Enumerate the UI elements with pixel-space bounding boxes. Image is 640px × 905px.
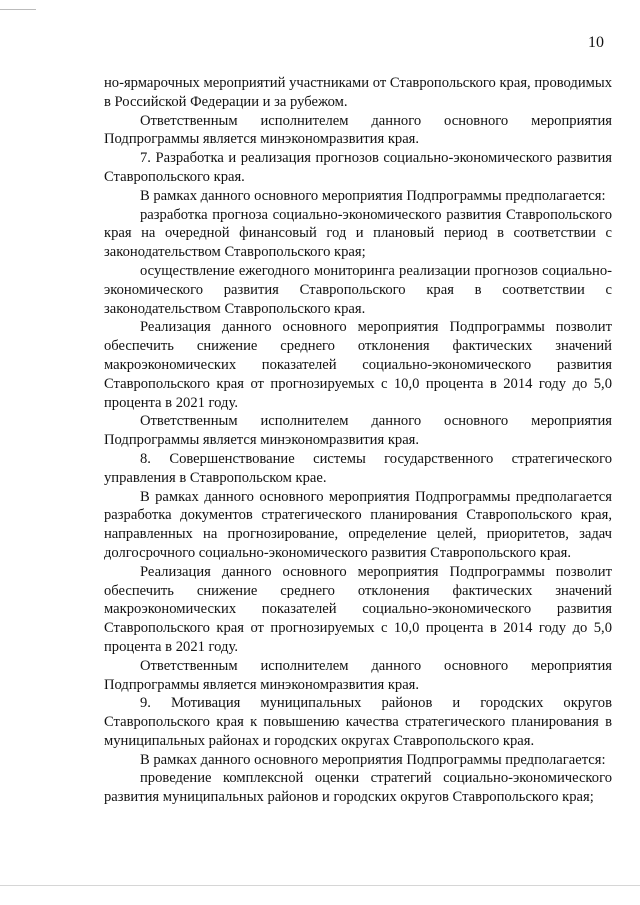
page-number: 10	[588, 34, 604, 51]
paragraph: Реализация данного основного мероприятия Подпрограммы позволит обеспечить снижение среднего отклонения фактических значений макроэкономических показателей социально-экономического развития Ставропольского края от прогнозируемых с 10,0 процента в 2014 году до 5,0 процента в 2021 году.	[104, 319, 612, 411]
scan-edge-mark	[0, 9, 36, 10]
paragraph: В рамках данного основного мероприятия Подпрограммы предполагается разработка документов стратегического планирования Ставропольского края, направленных на прогнозирование, определение целей, приоритетов, задач долгосрочного социально-экономического развития Ставропольского края.	[104, 488, 612, 561]
paragraph: Ответственным исполнителем данного основного мероприятия Подпрограммы является минэкономразвития края.	[104, 413, 612, 449]
paragraph: В рамках данного основного мероприятия Подпрограммы предполагается:	[140, 187, 606, 204]
paragraph: В рамках данного основного мероприятия Подпрограммы предполагается:	[140, 751, 606, 768]
section-heading: 9. Мотивация муниципальных районов и городских округов Ставропольского края к повышению качества стратегического планирования в муниципальных районах и городских округах Ставропольского края.	[104, 695, 612, 749]
list-item: проведение комплексной оценки стратегий социально-экономического развития муниципальных районов и городских округов Ставропольского края;	[104, 770, 612, 806]
list-item: осуществление ежегодного мониторинга реализации прогнозов социально-экономического развития Ставропольского края в соответствии с законодательством Ставропольского края.	[104, 262, 612, 317]
list-item: разработка прогноза социально-экономического развития Ставропольского края на очередной финансовый год и плановый период в соответствии с законодательством Ставропольского края;	[104, 206, 612, 261]
paragraph: Ответственным исполнителем данного основного мероприятия Подпрограммы является минэкономразвития края.	[104, 657, 612, 693]
paragraph: Ответственным исполнителем данного основного мероприятия Подпрограммы является минэкономразвития края.	[104, 112, 612, 148]
paragraph: Реализация данного основного мероприятия Подпрограммы позволит обеспечить снижение среднего отклонения фактических значений макроэкономических показателей социально-экономического развития Ставропольского края от прогнозируемых с 10,0 процента в 2014 году до 5,0 процента в 2021 году.	[104, 563, 612, 655]
section-heading: 7. Разработка и реализация прогнозов социально-экономического развития Ставропольского края.	[104, 150, 612, 185]
document-body	[104, 74, 612, 807]
scan-edge-line	[0, 885, 640, 886]
paragraph: но-ярмарочных мероприятий участниками от Ставропольского края, проводимых в Российской Федерации и за рубежом.	[104, 75, 612, 110]
section-heading: 8. Совершенствование системы государственного стратегического управления в Ставропольском крае.	[104, 450, 612, 486]
